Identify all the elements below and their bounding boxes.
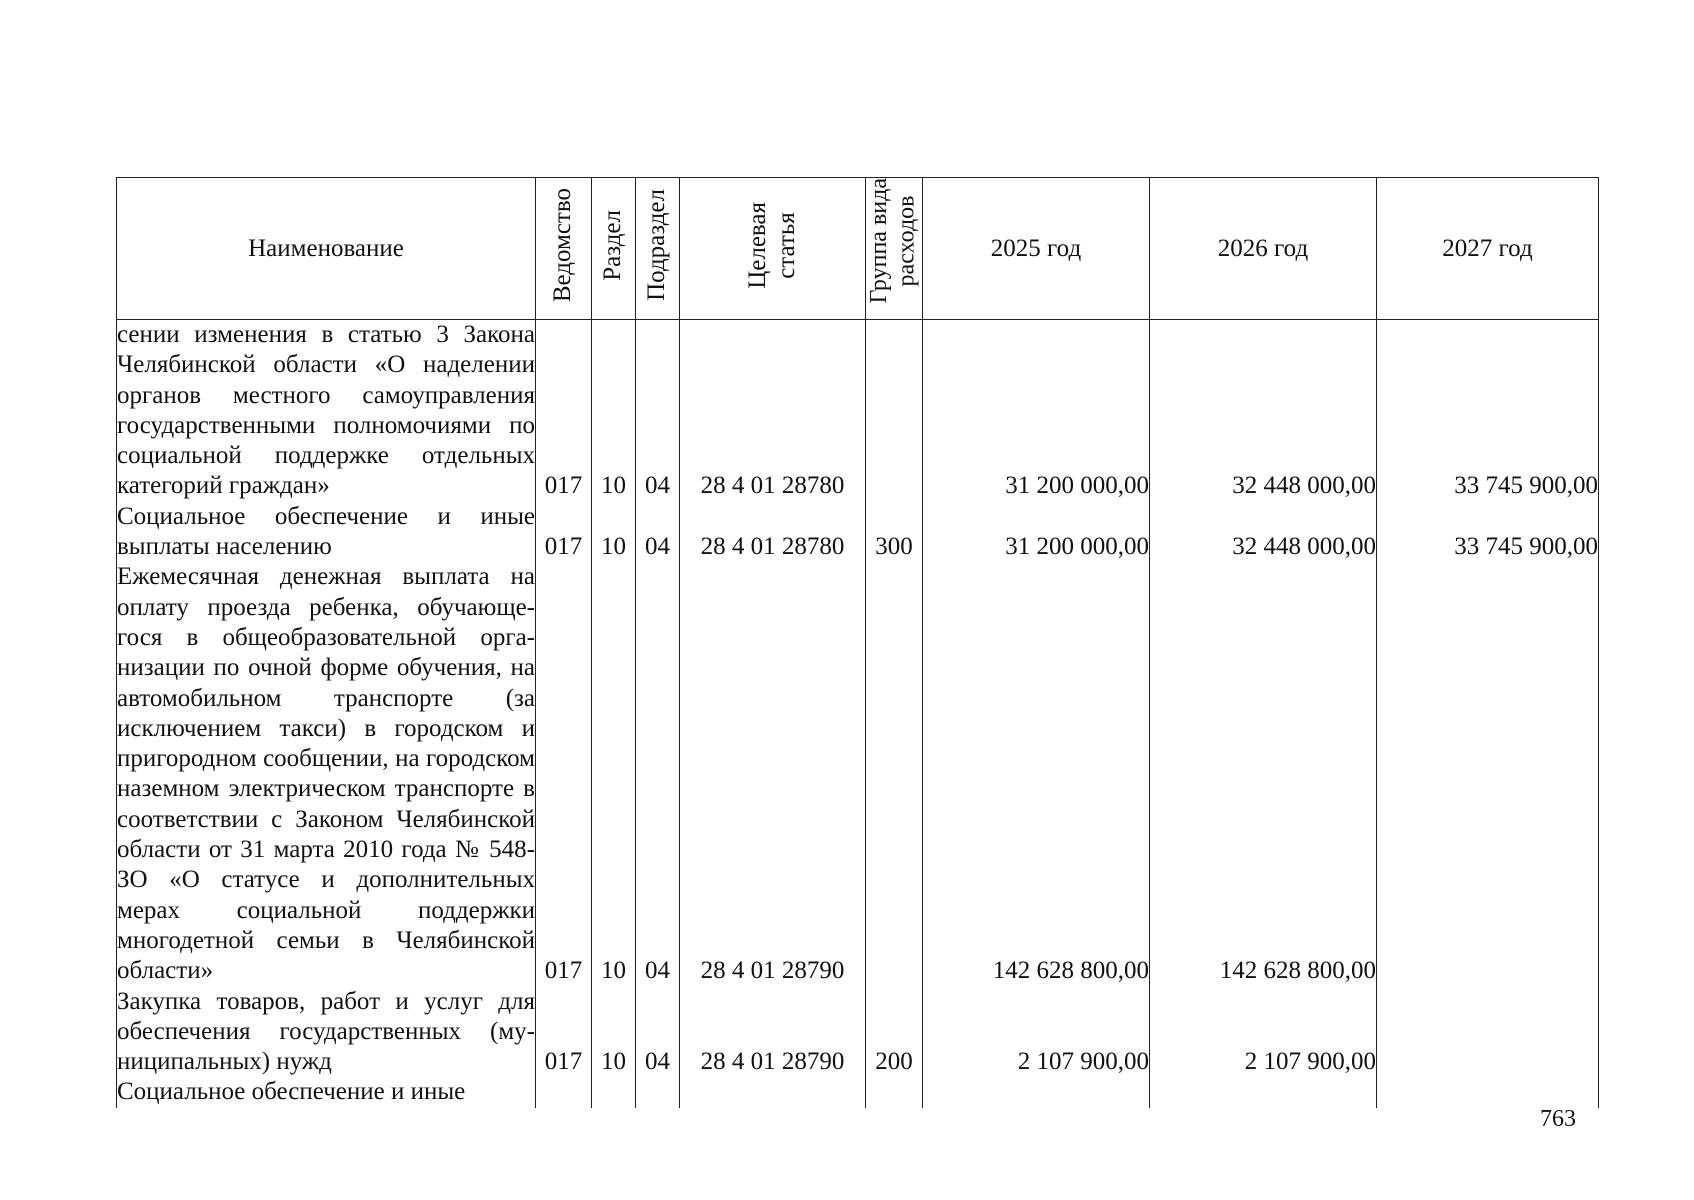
table-row <box>117 502 1599 563</box>
row-name: Социальное обеспечение и иные выплаты населению <box>117 502 536 563</box>
row-2025: 31 200 000,00 <box>923 320 1150 502</box>
row-subsection: 04 <box>636 562 680 986</box>
row-2027 <box>1377 562 1599 986</box>
row-target: 28 4 01 28790 <box>680 987 866 1078</box>
row-target: 28 4 01 28790 <box>680 562 866 986</box>
row-2026: 32 448 000,00 <box>1150 502 1377 563</box>
row-2027 <box>1377 987 1599 1078</box>
table-header-row <box>117 178 1599 320</box>
header-target-article: Целевая статья <box>680 178 866 320</box>
row-2025: 142 628 800,00 <box>923 562 1150 986</box>
table-row <box>117 562 1599 986</box>
row-section: 10 <box>592 320 636 502</box>
row-department: 017 <box>536 562 592 986</box>
row-name: сении изменения в статью 3 Закона Челябинской области «О наделении органов местного самоуправления государственными полномочиями по социальной поддержке отдельных категорий граждан» <box>117 320 536 502</box>
row-group: 200 <box>866 987 923 1078</box>
row-department: 017 <box>536 320 592 502</box>
row-subsection <box>636 1077 680 1107</box>
row-section: 10 <box>592 502 636 563</box>
table-row <box>117 1077 1599 1107</box>
header-section: Раздел <box>592 178 636 320</box>
row-group <box>866 562 923 986</box>
row-group: 300 <box>866 502 923 563</box>
row-2026: 2 107 900,00 <box>1150 987 1377 1078</box>
table-row <box>117 987 1599 1078</box>
row-group <box>866 1077 923 1107</box>
row-department: 017 <box>536 502 592 563</box>
page-number: 763 <box>1540 1106 1576 1132</box>
row-2026 <box>1150 1077 1377 1107</box>
header-2025: 2025 год <box>923 178 1150 320</box>
row-name: Закупка товаров, работ и услуг для обеспечения государственных (муниципальных) нужд <box>117 987 536 1078</box>
row-subsection: 04 <box>636 987 680 1078</box>
row-target <box>680 1077 866 1107</box>
row-subsection: 04 <box>636 320 680 502</box>
row-2026: 142 628 800,00 <box>1150 562 1377 986</box>
row-section: 10 <box>592 987 636 1078</box>
header-2026: 2026 год <box>1150 178 1377 320</box>
row-2026: 32 448 000,00 <box>1150 320 1377 502</box>
row-2027: 33 745 900,00 <box>1377 502 1599 563</box>
row-section: 10 <box>592 562 636 986</box>
budget-table <box>116 177 1599 1108</box>
row-name: Социальное обеспечение и иные <box>117 1077 536 1107</box>
row-department: 017 <box>536 987 592 1078</box>
row-target: 28 4 01 28780 <box>680 502 866 563</box>
row-2025: 31 200 000,00 <box>923 502 1150 563</box>
header-subsection: Подраздел <box>636 178 680 320</box>
table-row <box>117 320 1599 502</box>
row-name: Ежемесячная денежная выплата на оплату проезда ребенка, обучающегося в общеобразовательной организации по очной форме обучения, на автомобильном транспорте (за исключением такси) в городском и пригородном сообщении, на городском наземном электрическом транспорте в соответствии с Законом Челябинской области от 31 марта 2010 года № 548-ЗО «О статусе и дополнительных мерах социальной поддержки многодетной семьи в Челябинской области» <box>117 562 536 986</box>
row-2025 <box>923 1077 1150 1107</box>
row-section <box>592 1077 636 1107</box>
header-2027: 2027 год <box>1377 178 1599 320</box>
row-subsection: 04 <box>636 502 680 563</box>
row-2027 <box>1377 1077 1599 1107</box>
row-target: 28 4 01 28780 <box>680 320 866 502</box>
header-department: Ведомство <box>536 178 592 320</box>
row-2025: 2 107 900,00 <box>923 987 1150 1078</box>
header-name: Наименование <box>117 178 536 320</box>
row-2027: 33 745 900,00 <box>1377 320 1599 502</box>
header-expense-group: Группа вида расходов <box>866 178 923 320</box>
row-department <box>536 1077 592 1107</box>
row-group <box>866 320 923 502</box>
